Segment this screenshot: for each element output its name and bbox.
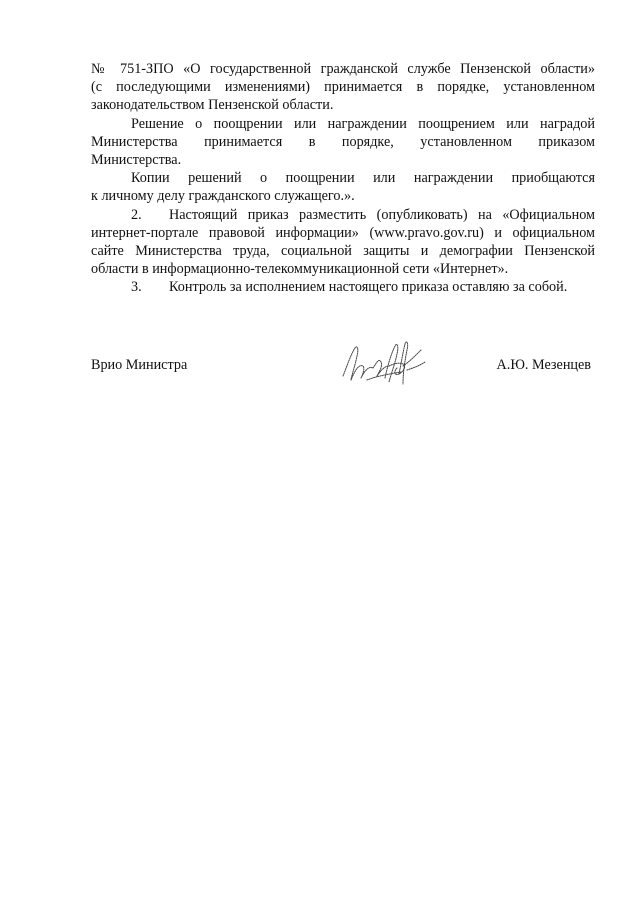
document-body: [91, 60, 595, 296]
paragraph-line: области в информационно-телекоммуникационной сети «Интернет».: [91, 261, 509, 278]
signatory-name: А.Ю. Мезенцев: [496, 357, 591, 373]
paragraph-line: интернет-портале правовой информации» (www.pravo.gov.ru) и официальном: [91, 224, 595, 241]
paragraph-line: № 751-ЗПО «О государственной гражданской службе Пензенской области»: [91, 61, 595, 77]
paragraph-line: Настоящий приказ разместить (опубликовать) на «Официальном: [169, 206, 595, 223]
paragraph-line: Решение о поощрении или награждении поощрением или наградой: [131, 115, 595, 132]
handwritten-signature: [337, 336, 429, 388]
paragraph-line: Копии решений о поощрении или награждении приобщаются: [131, 170, 595, 187]
paragraph-line: законодательством Пензенской области.: [91, 97, 334, 114]
item-number: 2.: [131, 206, 142, 223]
paragraph-line: Министерства.: [91, 151, 182, 168]
paragraph-line: Контроль за исполнением настоящего приказа оставляю за собой.: [169, 279, 568, 296]
numbered-item-2: [91, 206, 595, 224]
item-number: 3.: [131, 279, 142, 296]
numbered-item-3: [91, 278, 595, 296]
paragraph-line: Министерства принимается в порядке, установленном приказом: [91, 133, 595, 150]
paragraph-line: к личному делу гражданского служащего.».: [91, 188, 355, 205]
paragraph-line: сайте Министерства труда, социальной защиты и демографии Пензенской: [91, 242, 595, 259]
signatory-position: Врио Министра: [91, 357, 188, 373]
signature-block: [91, 350, 595, 410]
paragraph-line: (с последующими изменениями) принимается в порядке, установленном: [91, 79, 595, 96]
